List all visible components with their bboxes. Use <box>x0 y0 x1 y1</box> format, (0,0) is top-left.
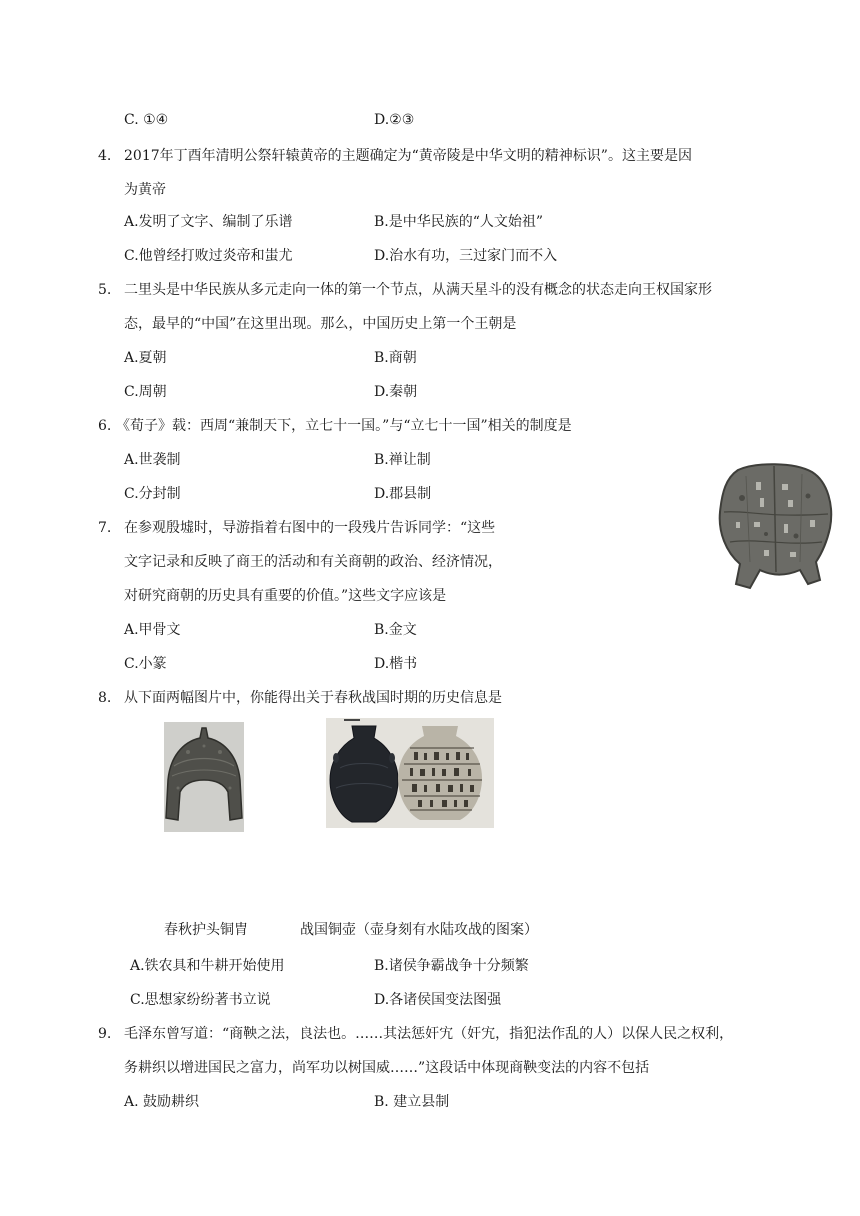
question-4-stem-line-1: 2017年丁酉年清明公祭轩辕黄帝的主题确定为“黄帝陵是中华文明的精神标识”。这主要是因 <box>124 148 692 164</box>
question-9-option-b: B. 建立县制 <box>374 1094 450 1110</box>
question-6-stem-line-1: 《荀子》载：西周“兼制天下，立七十一国。”与“立七十一国”相关的制度是 <box>116 418 572 434</box>
bronze-pot-image <box>326 718 494 828</box>
option-d: D.②③ <box>374 112 415 128</box>
question-9-option-a: A. 鼓励耕织 <box>124 1094 200 1110</box>
question-8-option-a: A.铁农具和牛耕开始使用 <box>130 958 285 974</box>
option-c: C. ①④ <box>124 112 169 128</box>
question-5-number: 5. <box>98 282 112 298</box>
bronze-helmet-drawing <box>164 722 244 832</box>
question-5-stem-line-2: 态，最早的“中国”在这里出现。那么，中国历史上第一个王朝是 <box>124 316 517 332</box>
question-7-number: 7. <box>98 520 112 536</box>
question-6-option-d: D.郡县制 <box>374 486 432 502</box>
question-7-stem-line-1: 在参观殷墟时，导游指着右图中的一段残片告诉同学：“这些 <box>124 520 496 536</box>
question-8-option-b: B.诸侯争霸战争十分频繁 <box>374 958 529 974</box>
question-4-option-c: C.他曾经打败过炎帝和蚩尤 <box>124 248 293 264</box>
question-4-option-a: A.发明了文字、编制了乐谱 <box>124 214 293 230</box>
question-4-number: 4. <box>98 148 112 164</box>
question-6-option-b: B.禅让制 <box>374 452 431 468</box>
question-7-option-c: C.小篆 <box>124 656 167 672</box>
question-7-stem-line-3: 对研究商朝的历史具有重要的价值。”这些文字应该是 <box>124 588 447 604</box>
question-7-stem-line-2: 文字记录和反映了商王的活动和有关商朝的政治、经济情况， <box>124 554 502 570</box>
question-4-stem-line-2: 为黄帝 <box>124 182 166 198</box>
caption-bronze-helmet: 春秋护头铜胄 <box>164 922 248 938</box>
question-5-stem-line-1: 二里头是中华民族从多元走向一体的第一个节点，从满天星斗的没有概念的状态走向王权国家形 <box>124 282 712 298</box>
oracle-bone-drawing <box>716 462 834 596</box>
bronze-helmet-image <box>164 722 244 832</box>
question-4-option-d: D.治水有功，三过家门而不入 <box>374 248 558 264</box>
question-6-number: 6. <box>98 418 112 434</box>
question-8-number: 8. <box>98 690 112 706</box>
caption-bronze-pot: 战国铜壶（壶身刻有水陆攻战的图案） <box>300 922 538 938</box>
question-7-option-b: B.金文 <box>374 622 417 638</box>
question-4-option-b: B.是中华民族的“人文始祖” <box>374 214 544 230</box>
question-5-option-c: C.周朝 <box>124 384 167 400</box>
question-7-option-d: D.楷书 <box>374 656 418 672</box>
question-9-stem-line-2: 务耕织以增进国民之富力，尚军功以树国威……”这段话中体现商鞅变法的内容不包括 <box>124 1060 650 1076</box>
question-6-option-a: A.世袭制 <box>124 452 181 468</box>
question-7-option-a: A.甲骨文 <box>124 622 181 638</box>
question-8-option-d: D.各诸侯国变法图强 <box>374 992 502 1008</box>
question-6-option-c: C.分封制 <box>124 486 181 502</box>
question-8-stem-line-1: 从下面两幅图片中，你能得出关于春秋战国时期的历史信息是 <box>124 690 502 706</box>
question-5-option-d: D.秦朝 <box>374 384 418 400</box>
bronze-pot-drawing <box>326 718 494 828</box>
oracle-bone-image <box>716 462 834 596</box>
question-9-stem-line-1: 毛泽东曾写道：“商鞅之法，良法也。……其法惩奸宄（奸宄，指犯法作乱的人）以保人民之权利， <box>124 1026 734 1042</box>
question-5-option-b: B.商朝 <box>374 350 417 366</box>
question-8-option-c: C.思想家纷纷著书立说 <box>130 992 271 1008</box>
question-5-option-a: A.夏朝 <box>124 350 167 366</box>
question-9-number: 9. <box>98 1026 112 1042</box>
